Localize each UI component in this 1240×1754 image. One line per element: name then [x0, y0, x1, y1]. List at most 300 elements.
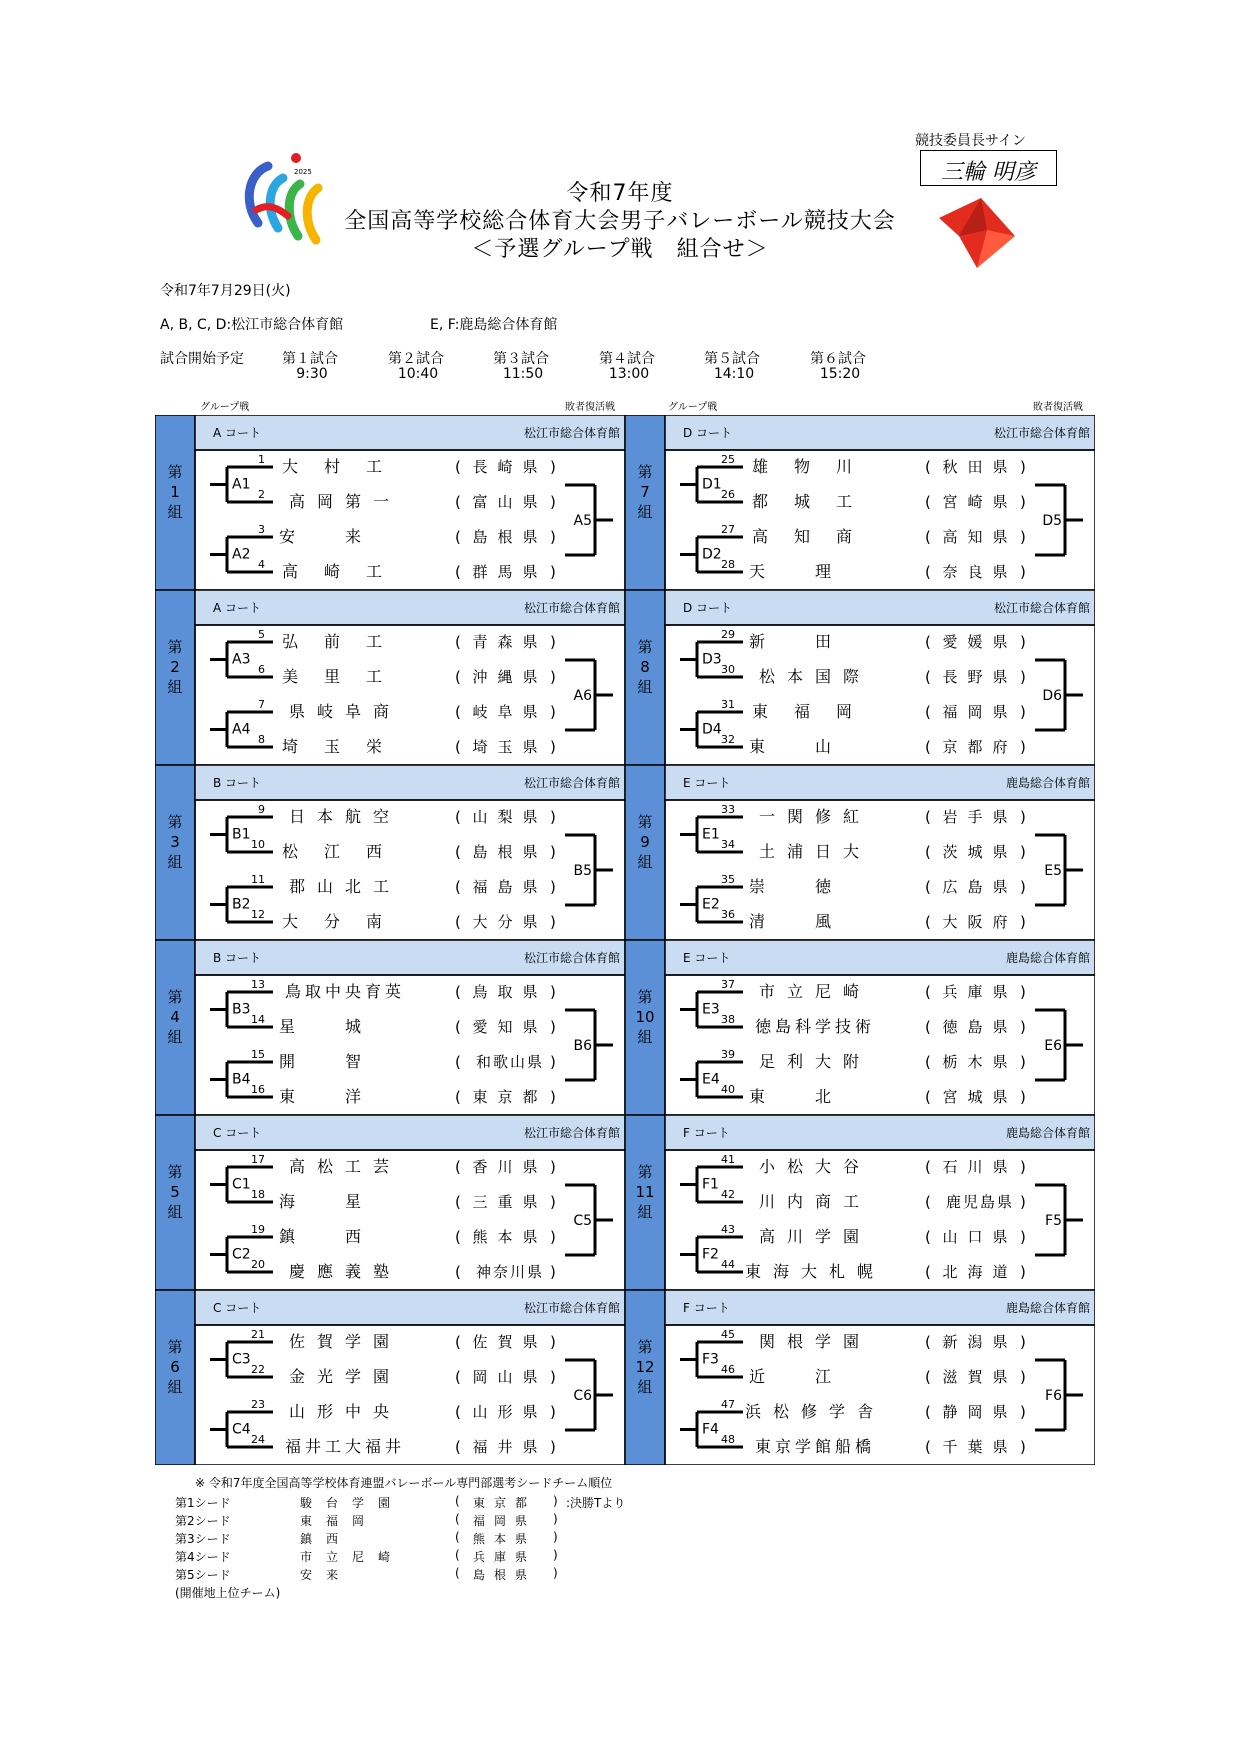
team-number: 32 — [721, 733, 735, 746]
court-label: B コート — [213, 951, 262, 965]
match-id: F2 — [702, 1246, 719, 1263]
match-id: D1 — [702, 476, 722, 493]
team-pref: 北海道 — [942, 1263, 1018, 1281]
paren-open: ( — [925, 563, 931, 581]
paren-close: ) — [550, 1193, 556, 1211]
paren-open: ( — [455, 703, 461, 721]
team-name: 高崎工 — [281, 562, 409, 581]
team-number: 27 — [721, 523, 735, 536]
team-pref: 宮崎県 — [942, 493, 1018, 511]
match-id: B4 — [232, 1071, 251, 1088]
team-pref: 愛知県 — [472, 1018, 548, 1036]
team-name: 慶應義塾 — [288, 1262, 402, 1281]
venue-label: 松江市総合体育館 — [523, 426, 620, 440]
team-number: 3 — [258, 523, 265, 536]
team-number: 40 — [721, 1083, 735, 1096]
match-label: 第２試合 — [388, 351, 444, 367]
team-name: 小松大谷 — [758, 1157, 872, 1176]
team-pref: 長崎県 — [472, 458, 548, 476]
paren-open: ( — [455, 1018, 461, 1036]
venue-label: 松江市総合体育館 — [993, 426, 1090, 440]
team-name: 清風 — [748, 912, 882, 931]
paren-close: ) — [550, 878, 556, 896]
paren-close: ) — [1020, 843, 1026, 861]
team-number: 41 — [721, 1153, 735, 1166]
court-label: A コート — [213, 426, 262, 440]
paren-close: ) — [550, 738, 556, 756]
venue-label: 鹿島総合体育館 — [1005, 1301, 1090, 1315]
venue-label: 鹿島総合体育館 — [1005, 776, 1090, 790]
team-number: 5 — [258, 628, 265, 641]
paren-open: ( — [455, 1530, 460, 1544]
court-label: F コート — [683, 1126, 730, 1140]
paren-close: ) — [1020, 983, 1026, 1001]
match-id: A1 — [232, 476, 251, 493]
team-pref: 高知県 — [942, 528, 1018, 546]
team-pref: 和歌山県 — [475, 1053, 545, 1071]
team-number: 11 — [251, 873, 265, 886]
group-label: 第 — [167, 813, 183, 831]
team-pref: 山口県 — [942, 1228, 1018, 1246]
paren-close: ) — [550, 668, 556, 686]
paren-open: ( — [455, 1053, 461, 1071]
team-name: 天理 — [748, 562, 882, 581]
match-id: F6 — [1045, 1388, 1062, 1404]
paren-close: ) — [1020, 1053, 1026, 1071]
seed-extra: :決勝Tより — [566, 1496, 626, 1510]
match-id: E5 — [1044, 863, 1062, 879]
match-id: F1 — [702, 1176, 719, 1193]
team-number: 28 — [721, 558, 735, 571]
team-pref: 徳島県 — [942, 1018, 1018, 1036]
match-id: E1 — [702, 826, 720, 843]
group-label: 組 — [167, 1028, 183, 1046]
paren-open: ( — [455, 913, 461, 931]
paren-open: ( — [925, 1228, 931, 1246]
team-name: 東京学館船橋 — [754, 1437, 876, 1456]
team-number: 29 — [721, 628, 735, 641]
paren-open: ( — [925, 668, 931, 686]
paren-open: ( — [925, 1088, 931, 1106]
title-line-1: 令和7年度 — [566, 181, 674, 206]
team-name: 高川学園 — [758, 1227, 872, 1246]
team-number: 30 — [721, 663, 735, 676]
team-pref: 岩手県 — [942, 808, 1018, 826]
paren-close: ) — [553, 1566, 558, 1580]
team-number: 35 — [721, 873, 735, 886]
team-pref: 宮城県 — [942, 1088, 1018, 1106]
venue-abcd: A, B, C, D:松江市総合体育館 — [160, 317, 344, 333]
team-pref: 佐賀県 — [472, 1333, 548, 1351]
match-label: 第６試合 — [810, 351, 866, 367]
team-pref: 三重県 — [472, 1193, 548, 1211]
team-number: 20 — [251, 1258, 265, 1271]
team-number: 4 — [258, 558, 265, 571]
match-time: 15:20 — [819, 366, 861, 382]
team-name: 大村工 — [281, 457, 409, 476]
match-id: C1 — [232, 1176, 251, 1193]
team-pref: 茨城県 — [942, 843, 1018, 861]
paren-open: ( — [925, 913, 931, 931]
team-number: 8 — [258, 733, 265, 746]
team-name: 新田 — [748, 632, 882, 651]
col-label-group-right: グループ戦 — [668, 402, 718, 413]
seed-team: 市立尼崎 — [300, 1550, 405, 1564]
match-label: 第５試合 — [704, 351, 760, 367]
team-pref: 大分県 — [472, 913, 548, 931]
paren-open: ( — [455, 528, 461, 546]
team-number: 33 — [721, 803, 735, 816]
match-id: F4 — [702, 1421, 719, 1438]
paren-close: ) — [1020, 668, 1026, 686]
match-label: 第３試合 — [493, 351, 549, 367]
team-name: 県岐阜商 — [288, 702, 402, 721]
team-pref: 福井県 — [472, 1438, 548, 1456]
match-id: A3 — [232, 651, 251, 668]
paren-open: ( — [455, 1368, 461, 1386]
paren-close: ) — [1020, 1263, 1026, 1281]
match-id: D5 — [1042, 513, 1062, 529]
court-label: F コート — [683, 1301, 730, 1315]
group-label: 第 — [637, 813, 653, 831]
team-pref: 千葉県 — [942, 1438, 1018, 1456]
paren-close: ) — [1020, 1228, 1026, 1246]
paren-open: ( — [925, 493, 931, 511]
paren-open: ( — [925, 1193, 931, 1211]
match-id: B2 — [232, 896, 251, 913]
paren-open: ( — [455, 878, 461, 896]
match-id: C4 — [232, 1421, 251, 1438]
paren-close: ) — [1020, 913, 1026, 931]
group-label: 組 — [167, 1378, 183, 1396]
group-label: 組 — [167, 853, 183, 871]
team-pref: 大阪府 — [942, 913, 1018, 931]
group-label: 第 — [637, 463, 653, 481]
paren-close: ) — [550, 633, 556, 651]
group-label: 10 — [635, 1008, 655, 1026]
paren-close: ) — [1020, 1088, 1026, 1106]
team-name: 高岡第一 — [288, 492, 402, 511]
group-label: 6 — [170, 1358, 180, 1376]
team-pref: 熊本県 — [472, 1228, 548, 1246]
paren-open: ( — [925, 1158, 931, 1176]
paren-open: ( — [925, 1263, 931, 1281]
seed-rank: 第3シード — [175, 1532, 231, 1546]
paren-open: ( — [925, 983, 931, 1001]
match-id: D4 — [702, 721, 722, 738]
match-id: A6 — [573, 688, 592, 704]
team-name: 開智 — [278, 1052, 412, 1071]
paren-open: ( — [455, 1088, 461, 1106]
team-number: 45 — [721, 1328, 735, 1341]
paren-open: ( — [455, 1193, 461, 1211]
team-number: 39 — [721, 1048, 735, 1061]
team-pref: 埼玉県 — [472, 738, 548, 756]
team-name: 東北 — [748, 1087, 882, 1106]
paren-open: ( — [925, 703, 931, 721]
group-label: 第 — [637, 1338, 653, 1356]
team-pref: 岐阜県 — [472, 703, 548, 721]
team-name: 佐賀学園 — [288, 1332, 402, 1351]
team-number: 22 — [251, 1363, 265, 1376]
team-pref: 福島県 — [472, 878, 548, 896]
bracket-grid — [155, 415, 1095, 1465]
group-label: 組 — [637, 678, 653, 696]
team-name: 福井工大福井 — [284, 1437, 406, 1456]
paren-close: ) — [550, 493, 556, 511]
team-name: 松本国際 — [758, 667, 872, 686]
team-number: 47 — [721, 1398, 735, 1411]
match-time: 14:10 — [713, 366, 755, 382]
paren-close: ) — [553, 1548, 558, 1562]
group-label: 第 — [167, 1338, 183, 1356]
page-title — [0, 180, 1240, 264]
team-number: 15 — [251, 1048, 265, 1061]
paren-open: ( — [455, 1263, 461, 1281]
team-pref: 香川県 — [472, 1158, 548, 1176]
match-id: D2 — [702, 546, 722, 563]
venue-label: 鹿島総合体育館 — [1005, 951, 1090, 965]
court-label: C コート — [213, 1126, 262, 1140]
paren-close: ) — [550, 1053, 556, 1071]
paren-close: ) — [1020, 528, 1026, 546]
seed-team: 東福岡 — [300, 1514, 379, 1528]
paren-open: ( — [455, 983, 461, 1001]
team-number: 21 — [251, 1328, 265, 1341]
team-number: 48 — [721, 1433, 735, 1446]
team-name: 関根学園 — [758, 1332, 872, 1351]
paren-open: ( — [925, 738, 931, 756]
paren-open: ( — [925, 1053, 931, 1071]
team-name: 近江 — [748, 1367, 882, 1386]
match-id: C5 — [573, 1213, 592, 1229]
paren-close: ) — [550, 458, 556, 476]
team-name: 一関修紅 — [758, 807, 872, 826]
team-number: 1 — [258, 453, 265, 466]
team-name: 松江西 — [281, 842, 409, 861]
team-name: 徳島科学技術 — [754, 1017, 876, 1036]
group-label: 1 — [170, 483, 180, 501]
team-number: 7 — [258, 698, 265, 711]
host-note: (開催地上位チーム) — [175, 1586, 281, 1600]
team-number: 17 — [251, 1153, 265, 1166]
match-id: C2 — [232, 1246, 251, 1263]
team-pref: 長野県 — [942, 668, 1018, 686]
team-number: 34 — [721, 838, 735, 851]
match-time: 11:50 — [502, 366, 544, 382]
seed-rank: 第4シード — [175, 1550, 231, 1564]
match-id: C3 — [232, 1351, 251, 1368]
paren-close: ) — [1020, 633, 1026, 651]
team-name: 高知商 — [751, 527, 879, 546]
paren-open: ( — [455, 1228, 461, 1246]
match-time: 13:00 — [608, 366, 650, 382]
match-id: B3 — [232, 1001, 251, 1018]
paren-open: ( — [455, 1494, 460, 1508]
team-pref: 秋田県 — [942, 458, 1018, 476]
group-label: 12 — [635, 1358, 655, 1376]
paren-close: ) — [550, 1088, 556, 1106]
match-id: B1 — [232, 826, 251, 843]
match-label: 第４試合 — [599, 351, 655, 367]
team-number: 37 — [721, 978, 735, 991]
match-label: 第１試合 — [282, 351, 338, 367]
match-id: E6 — [1044, 1038, 1062, 1054]
paren-close: ) — [1020, 563, 1026, 581]
seed-note: ※ 令和7年度全国高等学校体育連盟バレーボール専門部選考シードチーム順位 — [195, 1476, 613, 1490]
group-label: 第 — [637, 988, 653, 1006]
team-name: 浜松修学舎 — [744, 1402, 886, 1421]
group-label: 2 — [170, 658, 180, 676]
team-number: 46 — [721, 1363, 735, 1376]
team-name: 東山 — [748, 737, 882, 756]
team-name: 東福岡 — [751, 702, 879, 721]
group-label: 第 — [167, 638, 183, 656]
seed-team: 鎮西 — [300, 1532, 353, 1546]
col-label-group-left: グループ戦 — [200, 402, 250, 413]
col-label-repechage-left: 敗者復活戦 — [565, 402, 615, 413]
team-pref: 東京都 — [472, 1088, 548, 1106]
paren-close: ) — [1020, 1018, 1026, 1036]
match-id: E2 — [702, 896, 720, 913]
seed-rank: 第2シード — [175, 1514, 231, 1528]
paren-open: ( — [455, 1566, 460, 1580]
team-number: 16 — [251, 1083, 265, 1096]
team-number: 36 — [721, 908, 735, 921]
team-name: 山形中央 — [288, 1402, 402, 1421]
paren-close: ) — [1020, 1368, 1026, 1386]
paren-close: ) — [550, 1158, 556, 1176]
team-name: 東洋 — [278, 1087, 412, 1106]
seed-pref: 島根県 — [473, 1568, 537, 1582]
tournament-date: 令和7年7月29日(火) — [160, 283, 291, 299]
court-label: E コート — [683, 776, 731, 790]
team-number: 19 — [251, 1223, 265, 1236]
paren-close: ) — [550, 528, 556, 546]
match-id: A2 — [232, 546, 251, 563]
team-number: 42 — [721, 1188, 735, 1201]
paren-close: ) — [550, 1228, 556, 1246]
team-name: 東海大札幌 — [744, 1262, 886, 1281]
team-pref: 鹿児島県 — [945, 1193, 1015, 1211]
paren-close: ) — [550, 1263, 556, 1281]
team-pref: 神奈川県 — [475, 1263, 545, 1281]
court-label: C コート — [213, 1301, 262, 1315]
group-label: 組 — [637, 853, 653, 871]
team-name: 金光学園 — [288, 1367, 402, 1386]
paren-open: ( — [455, 1438, 461, 1456]
group-label: 3 — [170, 833, 180, 851]
paren-open: ( — [455, 1403, 461, 1421]
paren-close: ) — [1020, 703, 1026, 721]
team-name: 川内商工 — [758, 1192, 872, 1211]
team-pref: 滋賀県 — [942, 1368, 1018, 1386]
group-label: 組 — [637, 1378, 653, 1396]
team-name: 高松工芸 — [288, 1157, 402, 1176]
paren-open: ( — [925, 808, 931, 826]
paren-open: ( — [925, 528, 931, 546]
group-label: 第 — [167, 988, 183, 1006]
team-name: 美里工 — [281, 667, 409, 686]
team-name: 鎮西 — [278, 1227, 412, 1246]
venue-ef: E, F:鹿島総合体育館 — [430, 317, 558, 333]
team-pref: 兵庫県 — [942, 983, 1018, 1001]
group-label: 組 — [167, 678, 183, 696]
paren-open: ( — [925, 843, 931, 861]
signature: 三輪 明彦 — [941, 160, 1036, 185]
team-pref: 石川県 — [942, 1158, 1018, 1176]
paren-close: ) — [550, 1368, 556, 1386]
seed-rank: 第5シード — [175, 1568, 231, 1582]
paren-open: ( — [925, 878, 931, 896]
paren-close: ) — [1020, 1403, 1026, 1421]
seed-pref: 東京都 — [473, 1496, 537, 1510]
venue-label: 鹿島総合体育館 — [1005, 1126, 1090, 1140]
team-pref: 富山県 — [472, 493, 548, 511]
venue-label: 松江市総合体育館 — [523, 951, 620, 965]
paren-open: ( — [925, 458, 931, 476]
match-id: E3 — [702, 1001, 720, 1018]
team-number: 13 — [251, 978, 265, 991]
paren-close: ) — [550, 983, 556, 1001]
paren-close: ) — [1020, 1333, 1026, 1351]
paren-open: ( — [925, 1018, 931, 1036]
team-pref: 岡山県 — [472, 1368, 548, 1386]
team-number: 9 — [258, 803, 265, 816]
group-label: 組 — [637, 1203, 653, 1221]
match-id: E4 — [702, 1071, 720, 1088]
group-label: 5 — [170, 1183, 180, 1201]
team-name: 郡山北工 — [288, 877, 402, 896]
title-line-3: ＜予選グループ戦 組合せ＞ — [471, 237, 769, 262]
red-emblem-icon — [937, 196, 1017, 270]
team-number: 23 — [251, 1398, 265, 1411]
paren-open: ( — [455, 1512, 460, 1526]
paren-close: ) — [550, 1018, 556, 1036]
signature-box — [920, 150, 1057, 186]
match-time: 10:40 — [397, 366, 439, 382]
match-id: B6 — [573, 1038, 592, 1054]
group-label: 9 — [640, 833, 650, 851]
paren-close: ) — [1020, 738, 1026, 756]
team-name: 市立尼崎 — [758, 982, 872, 1001]
team-pref: 山形県 — [472, 1403, 548, 1421]
team-number: 31 — [721, 698, 735, 711]
paren-open: ( — [455, 738, 461, 756]
team-name: 安来 — [278, 527, 412, 546]
team-name: 足利大附 — [758, 1052, 872, 1071]
group-label: 第 — [637, 1163, 653, 1181]
team-name: 雄物川 — [751, 457, 879, 476]
team-number: 6 — [258, 663, 265, 676]
team-pref: 福岡県 — [942, 703, 1018, 721]
match-id: A4 — [232, 721, 251, 738]
team-number: 24 — [251, 1433, 265, 1446]
venue-label: 松江市総合体育館 — [523, 1126, 620, 1140]
team-pref: 島根県 — [472, 528, 548, 546]
paren-open: ( — [925, 1403, 931, 1421]
match-id: D6 — [1042, 688, 1062, 704]
team-pref: 愛媛県 — [942, 633, 1018, 651]
match-id: F5 — [1045, 1213, 1062, 1229]
match-id: D3 — [702, 651, 722, 668]
paren-open: ( — [455, 1548, 460, 1562]
group-label: 組 — [637, 1028, 653, 1046]
venue-label: 松江市総合体育館 — [523, 601, 620, 615]
court-label: D コート — [683, 426, 733, 440]
paren-close: ) — [550, 843, 556, 861]
paren-close: ) — [553, 1494, 558, 1508]
